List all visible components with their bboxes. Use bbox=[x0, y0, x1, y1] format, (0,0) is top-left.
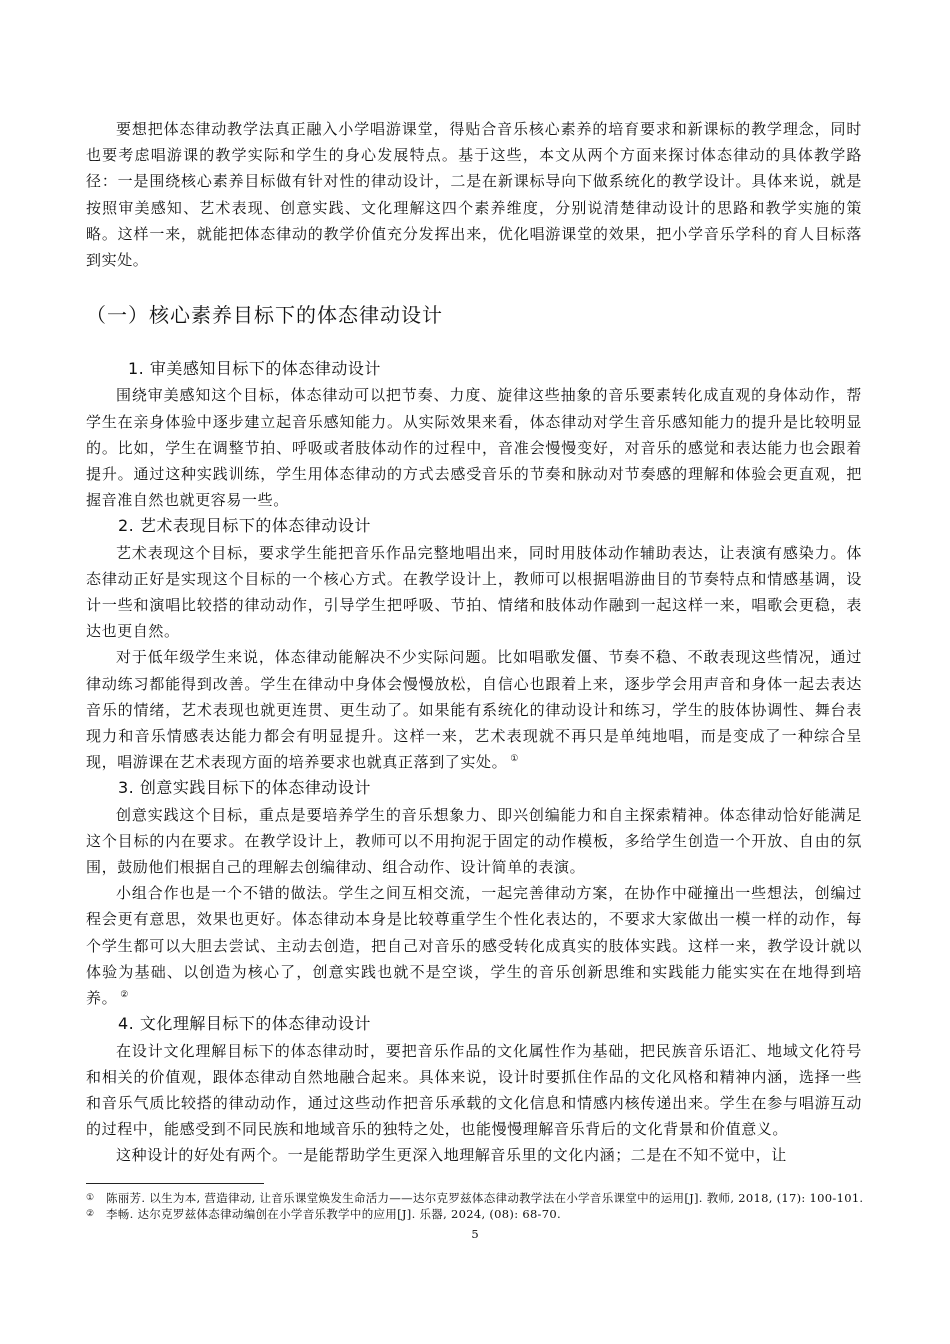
footnote-ref-1[interactable]: ① bbox=[510, 754, 519, 765]
creative-paragraph-1: 创意实践这个目标，重点是要培养学生的音乐想象力、即兴创编能力和自主探索精神。体态律动恰好能满足这个目标的内在要求。在教学设计上，教师可以不用拘泥于固定的动作模板，多给学生创造一个开放、自由的氛围，鼓励他们根据自己的理解去创编律动、组合动作、设计简单的表演。 bbox=[86, 805, 862, 877]
subsection-title-artistic: 2. 艺术表现目标下的体态律动设计 bbox=[118, 516, 371, 536]
footnote-divider bbox=[86, 1183, 264, 1184]
cultural-paragraph-1: 在设计文化理解目标下的体态律动时，要把音乐作品的文化属性作为基础，把民族音乐语汇、地域文化符号和相关的价值观，跟体态律动自然地融合起来。具体来说，设计时要抓住作品的文化风格和精神内涵，选择一些和音乐气质比较搭的律动动作，通过这些动作把音乐承载的文化信息和情感内核传递出来。学生在参与唱游互动的过程中，能感受到不同民族和地域音乐的独特之处，也能慢慢理解音乐背后的文化背景和价值意义。 bbox=[86, 1041, 862, 1139]
artistic-paragraph-1: 艺术表现这个目标，要求学生能把音乐作品完整地唱出来，同时用肢体动作辅助表达，让表演有感染力。体态律动正好是实现这个目标的一个核心方式。在教学设计上，教师可以根据唱游曲目的节奏特点和情感基调，设计一些和演唱比较搭的律动动作，引导学生把呼吸、节拍、情绪和肢体动作融到一起这样一来，唱歌会更稳，表达也更自然。 bbox=[86, 543, 862, 641]
cultural-paragraph-2: 这种设计的好处有两个。一是能帮助学生更深入地理解音乐里的文化内涵；二是在不知不觉中，让 bbox=[116, 1146, 787, 1165]
footnotes bbox=[86, 1190, 866, 1222]
creative-paragraph-2-text: 小组合作也是一个不错的做法。学生之间互相交流，一起完善律动方案，在协作中碰撞出一些想法，创编过程会更有意思，效果也更好。体态律动本身是比较尊重学生个性化表达的，不要求大家做出一模一样的动作，每个学生都可以大胆去尝试、主动去创造，把自己对音乐的感受转化成真实的肢体实践。这样一来，教学设计就以体验为基础、以创造为核心了，创意实践也就不是空谈，学生的音乐创新思维和实践能力能实实在在地得到培养。 bbox=[86, 884, 862, 1008]
subsection-title-aesthetic: 1. 审美感知目标下的体态律动设计 bbox=[128, 359, 381, 379]
artistic-paragraph-2 bbox=[86, 644, 862, 775]
footnote-2 bbox=[86, 1206, 866, 1222]
aesthetic-paragraph-1: 围绕审美感知这个目标，体态律动可以把节奏、力度、旋律这些抽象的音乐要素转化成直观的身体动作，帮学生在亲身体验中逐步建立起音乐感知能力。从实际效果来看，体态律动对学生音乐感知能力的提升是比较明显的。比如，学生在调整节拍、呼吸或者肢体动作的过程中，音准会慢慢变好，对音乐的感觉和表达能力也会跟着提升。通过这种实践训练，学生用体态律动的方式去感受音乐的节奏和脉动对节奏感的理解和体验会更直观，把握音准自然也就更容易一些。 bbox=[86, 386, 862, 510]
page-number: 5 bbox=[471, 1227, 479, 1241]
creative-paragraph-2 bbox=[86, 880, 862, 1011]
footnote-ref-2[interactable]: ② bbox=[120, 990, 129, 1001]
artistic-paragraph-2-text: 对于低年级学生来说，体态律动能解决不少实际问题。比如唱歌发僵、节奏不稳、不敢表现这些情况，通过律动练习都能得到改善。学生在律动中身体会慢慢放松，自信心也跟着上来，逐步学会用声音和身体一起去表达音乐的情绪，艺术表现也就更连贯、更生动了。如果能有系统化的律动设计和练习，学生的肢体协调性、舞台表现力和音乐情感表达能力都会有明显提升。这样一来，艺术表现就不再只是单纯地唱，而是变成了一种综合呈现，唱游课在艺术表现方面的培养要求也就真正落到了实处。 bbox=[86, 648, 862, 772]
footnote-text-1: 陈丽芳. 以生为本, 营造律动, 让音乐课堂焕发生命活力——达尔克罗兹体态律动教学法在小学音乐课堂中的运用[J]. 教师, 2018, (17): 100-101. bbox=[106, 1191, 864, 1205]
footnote-text-2: 李畅. 达尔克罗兹体态律动编创在小学音乐教学中的应用[J]. 乐器, 2024, (08): 68-70. bbox=[106, 1207, 561, 1221]
footnote-1 bbox=[86, 1190, 866, 1206]
intro-paragraph: 要想把体态律动教学法真正融入小学唱游课堂，得贴合音乐核心素养的培育要求和新课标的教学理念，同时也要考虑唱游课的教学实际和学生的身心发展特点。基于这些，本文从两个方面来探讨体态律动的具体教学路径：一是围绕核心素养目标做有针对性的律动设计，二是在新课标导向下做系统化的教学设计。具体来说，就是按照审美感知、艺术表现、创意实践、文化理解这四个素养维度，分别说清楚律动设计的思路和教学实施的策略。这样一来，就能把体态律动的教学价值充分发挥出来，优化唱游课堂的效果，把小学音乐学科的育人目标落到实处。 bbox=[86, 120, 862, 270]
section-title: （一）核心素养目标下的体态律动设计 bbox=[86, 303, 443, 328]
main-content bbox=[86, 116, 862, 1169]
subsection-title-creative: 3. 创意实践目标下的体态律动设计 bbox=[118, 778, 371, 798]
subsection-title-cultural: 4. 文化理解目标下的体态律动设计 bbox=[118, 1014, 371, 1034]
footnote-mark-1: ① bbox=[86, 1193, 95, 1203]
footnote-mark-2: ② bbox=[86, 1209, 95, 1219]
